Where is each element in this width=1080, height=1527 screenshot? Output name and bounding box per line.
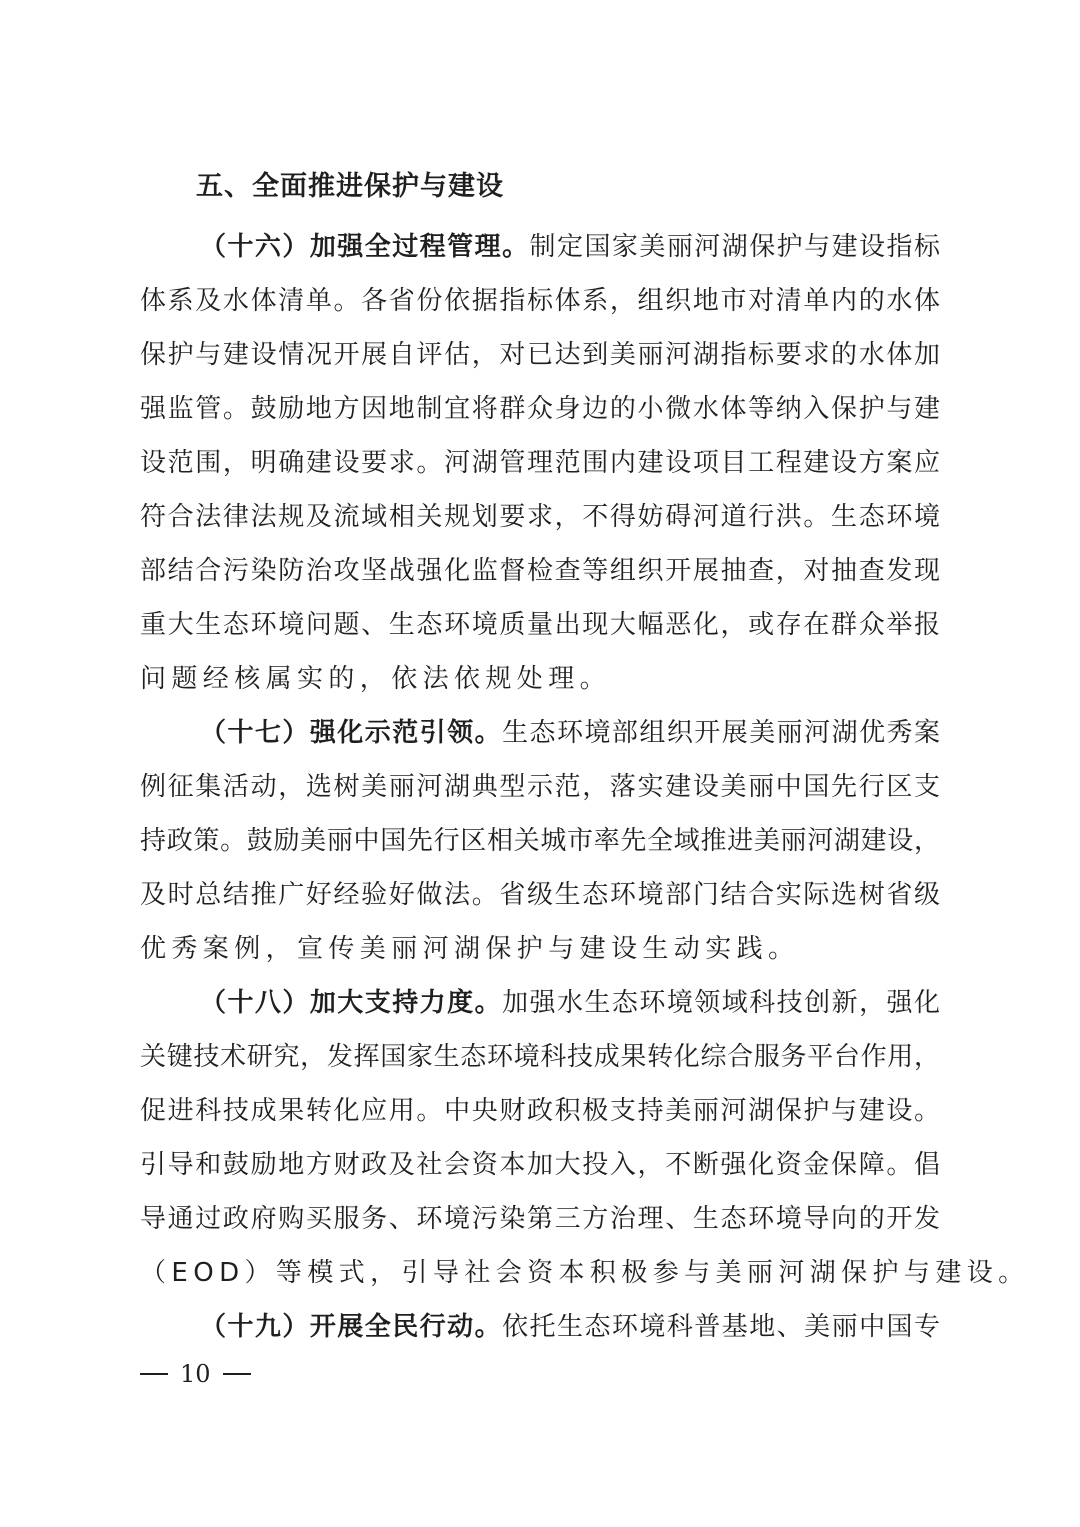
- paragraph-16-line: 体系及水体清单。各省份依据指标体系，组织地市对清单内的水体: [140, 286, 940, 316]
- paragraph-18-line: （EOD）等模式，引导社会资本积极参与美丽河湖保护与建设。: [140, 1258, 1030, 1288]
- paragraph-19-lead: （十九）开展全民行动。: [200, 1312, 503, 1342]
- paragraph-18-line: 促进科技成果转化应用。中央财政积极支持美丽河湖保护与建设。: [140, 1096, 940, 1126]
- paragraph-19-text: 依托生态环境科普基地、美丽中国专: [502, 1312, 940, 1342]
- paragraph-17-lead: （十七）强化示范引领。: [200, 718, 503, 748]
- paragraph-17-line: 及时总结推广好经验好做法。省级生态环境部门结合实际选树省级: [140, 880, 940, 910]
- paragraph-17-first-line: [200, 706, 940, 760]
- paragraph-16-line: 问题经核属实的，依法依规处理。: [140, 664, 612, 694]
- paragraph-16-text: 制定国家美丽河湖保护与建设指标: [529, 232, 940, 262]
- paragraph-16-line: 强监管。鼓励地方因地制宜将群众身边的小微水体等纳入保护与建: [140, 394, 940, 424]
- paragraph-17-text: 生态环境部组织开展美丽河湖优秀案: [502, 718, 940, 748]
- page-number: 10: [180, 1360, 211, 1388]
- section-heading: 五、全面推进保护与建设: [196, 171, 504, 202]
- paragraph-18-line: 导通过政府购买服务、环境污染第三方治理、生态环境导向的开发: [140, 1204, 940, 1234]
- paragraph-16-line: 设范围，明确建设要求。河湖管理范围内建设项目工程建设方案应: [140, 448, 940, 478]
- paragraph-19-first-line: [200, 1300, 940, 1354]
- paragraph-18-lead: （十八）加大支持力度。: [200, 988, 503, 1018]
- paragraph-16-lead: （十六）加强全过程管理。: [200, 232, 530, 262]
- paragraph-18-line: 关键技术研究，发挥国家生态环境科技成果转化综合服务平台作用，: [140, 1042, 940, 1072]
- paragraph-16-line: 保护与建设情况开展自评估，对已达到美丽河湖指标要求的水体加: [140, 340, 940, 370]
- page-footer: [140, 1352, 251, 1396]
- paragraph-17-line: 持政策。鼓励美丽中国先行区相关城市率先全域推进美丽河湖建设，: [140, 826, 940, 856]
- paragraph-16-line: 符合法律法规及流域相关规划要求，不得妨碍河道行洪。生态环境: [140, 502, 940, 532]
- paragraph-17-line: 例征集活动，选树美丽河湖典型示范，落实建设美丽中国先行区支: [140, 772, 940, 802]
- paragraph-16-line: 重大生态环境问题、生态环境质量出现大幅恶化，或存在群众举报: [140, 610, 940, 640]
- paragraph-18-line: 引导和鼓励地方财政及社会资本加大投入，不断强化资金保障。倡: [140, 1150, 940, 1180]
- paragraph-18-text: 加强水生态环境领域科技创新，强化: [502, 988, 940, 1018]
- paragraph-18-first-line: [200, 976, 940, 1030]
- paragraph-16-line: 部结合污染防治攻坚战强化监督检查等组织开展抽查，对抽查发现: [140, 556, 940, 586]
- footer-dash-right: [223, 1373, 251, 1375]
- paragraph-16-first-line: [200, 220, 940, 274]
- footer-dash-left: [140, 1373, 168, 1375]
- paragraph-17-line: 优秀案例，宣传美丽河湖保护与建设生动实践。: [140, 934, 800, 964]
